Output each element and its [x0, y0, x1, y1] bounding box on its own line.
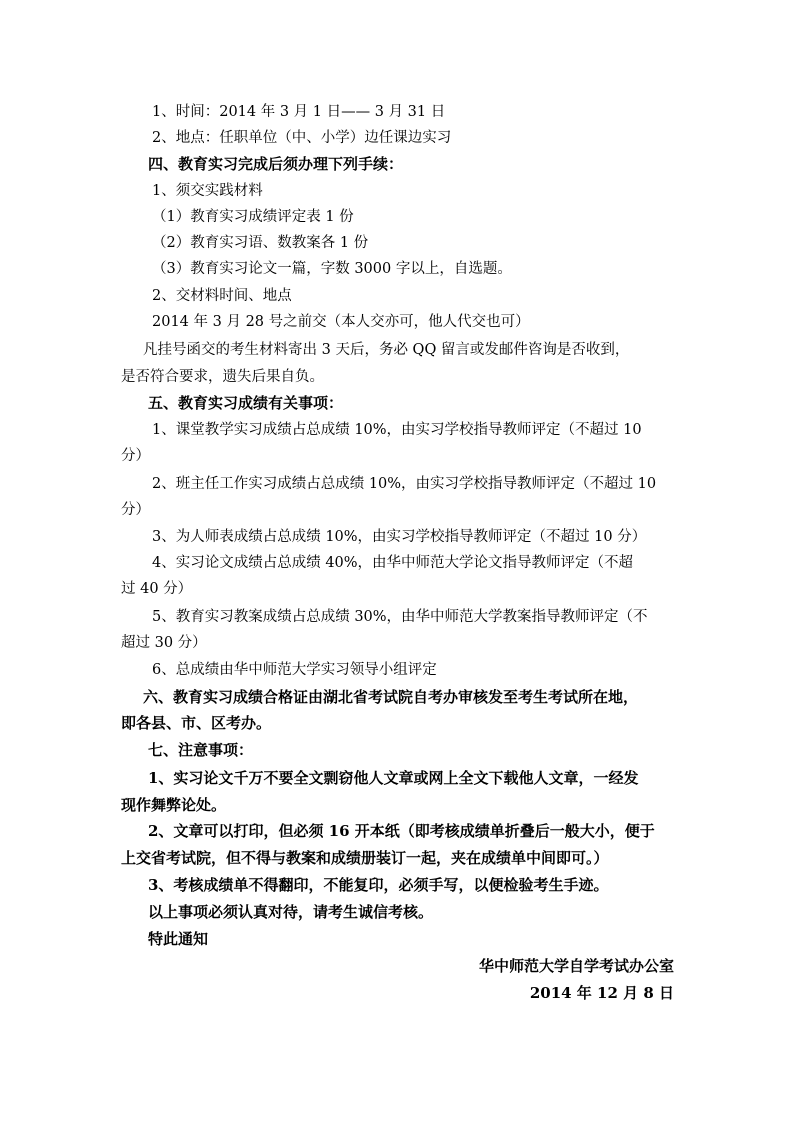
grade-item-6: 6、总成绩由华中师范大学实习领导小组评定	[152, 662, 437, 678]
grade-item-2: 2、班主任工作实习成绩占总成绩 10%，由实习学校指导教师评定（不超过 10	[152, 476, 657, 492]
deadline-line: 2014 年 3 月 28 号之前交（本人交亦可，他人代交也可）	[152, 314, 530, 330]
notice-item-1-cont: 现作舞弊论处。	[121, 796, 227, 814]
mail-note-line-2: 是否符合要求，遗失后果自负。	[121, 369, 324, 385]
grade-item-1-cont: 分）	[121, 448, 150, 464]
section-five-heading: 五、教育实习成绩有关事项：	[148, 394, 344, 412]
location-line: 2、地点：任职单位（中、小学）边任课边实习	[152, 130, 452, 146]
notice-item-2: 2、文章可以打印，但必须 16 开本纸（即考核成绩单折叠后一般大小，便于	[148, 822, 655, 840]
notice-hereby: 特此通知	[148, 930, 209, 948]
submission-time-line: 2、交材料时间、地点	[152, 288, 292, 304]
material-item-1: （1）教育实习成绩评定表 1 份	[152, 209, 354, 225]
issuer-signature: 华中师范大学自学考试办公室	[478, 957, 674, 975]
grade-item-1: 1、课堂教学实习成绩占总成绩 10%，由实习学校指导教师评定（不超过 10	[152, 422, 642, 438]
grade-item-2-cont: 分）	[121, 502, 150, 518]
grade-item-5-cont: 超过 30 分）	[121, 635, 207, 651]
materials-line: 1、须交实践材料	[152, 183, 263, 199]
grade-item-5: 5、教育实习教案成绩占总成绩 30%，由华中师范大学教案指导教师评定（不	[152, 609, 648, 625]
notice-item-1: 1、实习论文千万不要全文剽窃他人文章或网上全文下载他人文章，一经发	[148, 769, 639, 787]
time-line: 1、时间：2014 年 3 月 1 日—— 3 月 31 日	[152, 104, 446, 120]
grade-item-4-cont: 过 40 分）	[121, 581, 193, 597]
mail-note-line-1: 凡挂号函交的考生材料寄出 3 天后，务必 QQ 留言或发邮件咨询是否收到，	[143, 342, 630, 358]
material-item-2: （2）教育实习语、数教案各 1 份	[152, 235, 369, 251]
section-four-heading: 四、教育实习完成后须办理下列手续：	[148, 155, 404, 173]
section-six-line-1: 六、教育实习成绩合格证由湖北省考试院自考办审核发至考生考试所在地，	[143, 688, 639, 706]
notice-item-3: 3、考核成绩单不得翻印，不能复印，必须手写，以便检验考生手迹。	[148, 876, 609, 894]
issue-date: 2014 年 12 月 8 日	[529, 984, 674, 1002]
section-seven-heading: 七、注意事项：	[148, 741, 254, 759]
material-item-3: （3）教育实习论文一篇，字数 3000 字以上，自选题。	[152, 261, 512, 277]
grade-item-3: 3、为人师表成绩占总成绩 10%，由实习学校指导教师评定（不超过 10 分）	[152, 529, 647, 545]
closing-remark: 以上事项必须认真对待，请考生诚信考核。	[148, 903, 434, 921]
grade-item-4: 4、实习论文成绩占总成绩 40%，由华中师范大学论文指导教师评定（不超	[152, 555, 634, 571]
section-six-line-2: 即各县、市、区考办。	[121, 714, 272, 732]
notice-item-2-cont: 上交省考试院，但不得与教案和成绩册装订一起，夹在成绩单中间即可。）	[121, 849, 609, 867]
